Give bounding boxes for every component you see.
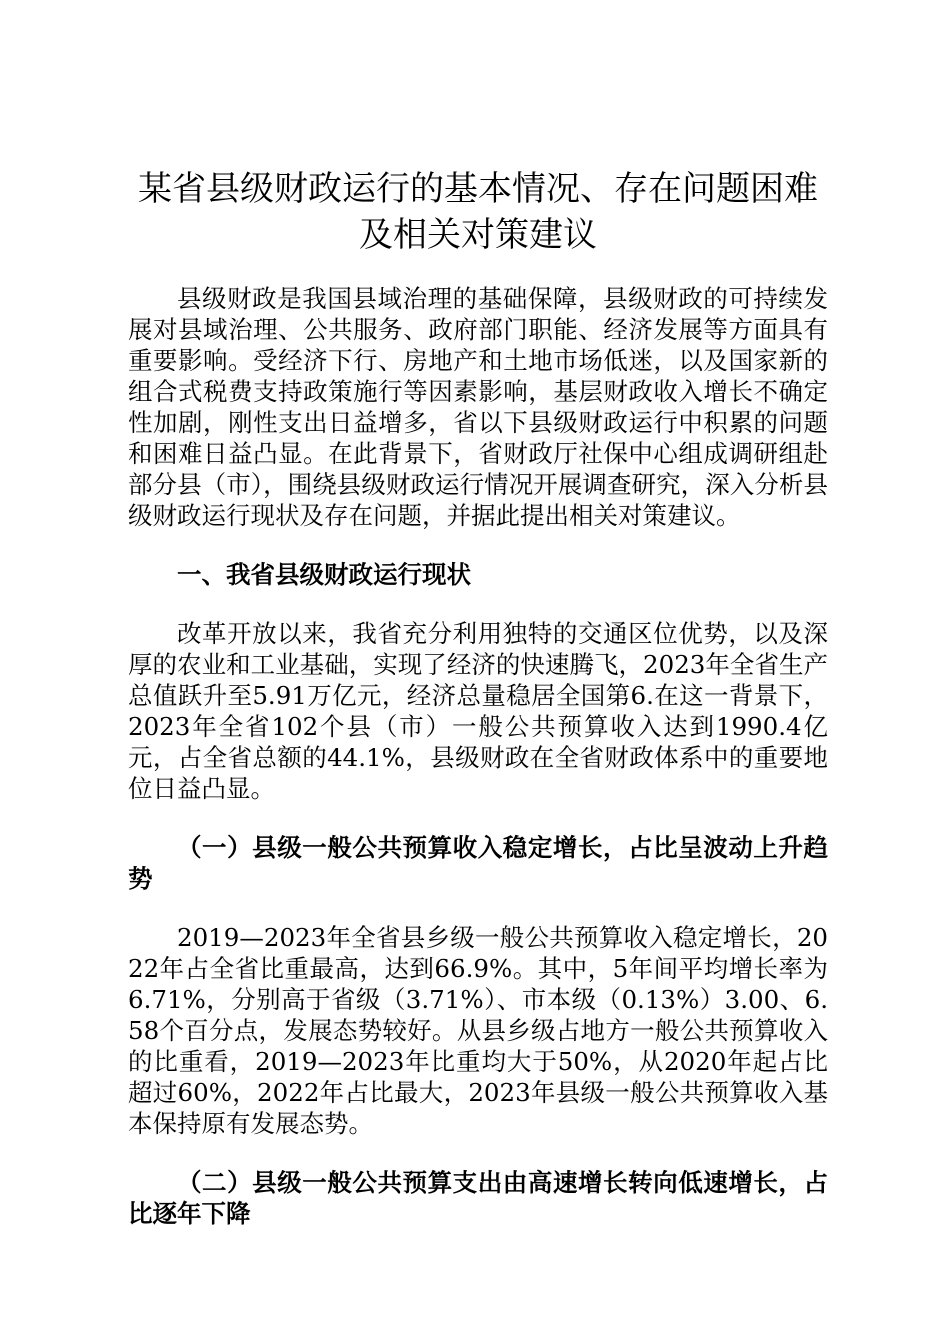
subsection-1-1-paragraph: 2019—2023年全省县乡级一般公共预算收入稳定增长，2022年占全省比重最高，达到66.9%。其中，5年间平均增长率为6.71%，分别高于省级（3.71%）、市本级（0.13%）3.00、6.58个百分点，发展态势较好。从县乡级占地方一般公共预算收入的比重看，2019—2023年比重均大于50%，从2020年起占比超过60%，2022年占比最大，2023年县级一般公共预算收入基本保持原有发展态势。 <box>128 923 828 1138</box>
intro-paragraph: 县级财政是我国县域治理的基础保障，县级财政的可持续发展对县域治理、公共服务、政府部门职能、经济发展等方面具有重要影响。受经济下行、房地产和土地市场低迷，以及国家新的组合式税费支持政策施行等因素影响，基层财政收入增长不确定性加剧，刚性支出日益增多，省以下县级财政运行中积累的问题和困难日益凸显。在此背景下，省财政厅社保中心组成调研组赴部分县（市），围绕县级财政运行情况开展调查研究，深入分析县级财政运行现状及存在问题，并据此提出相关对策建议。 <box>128 284 828 530</box>
section-heading-1: 一、我省县级财政运行现状 <box>177 560 471 589</box>
document-page <box>128 166 828 1229</box>
document-title: 某省县级财政运行的基本情况、存在问题困难及相关对策建议 <box>138 169 818 255</box>
section-1-paragraph: 改革开放以来，我省充分利用独特的交通区位优势，以及深厚的农业和工业基础，实现了经济的快速腾飞，2023年全省生产总值跃升至5.91万亿元，经济总量稳居全国第6.在这一背景下，2023年全省102个县（市）一般公共预算收入达到1990.4亿元，占全省总额的44.1%，县级财政在全省财政体系中的重要地位日益凸显。 <box>128 619 828 803</box>
subsection-heading-1-2: （二）县级一般公共预算支出由高速增长转向低速增长，占比逐年下降 <box>128 1168 828 1228</box>
subsection-heading-1-1: （一）县级一般公共预算收入稳定增长，占比呈波动上升趋势 <box>128 833 828 893</box>
